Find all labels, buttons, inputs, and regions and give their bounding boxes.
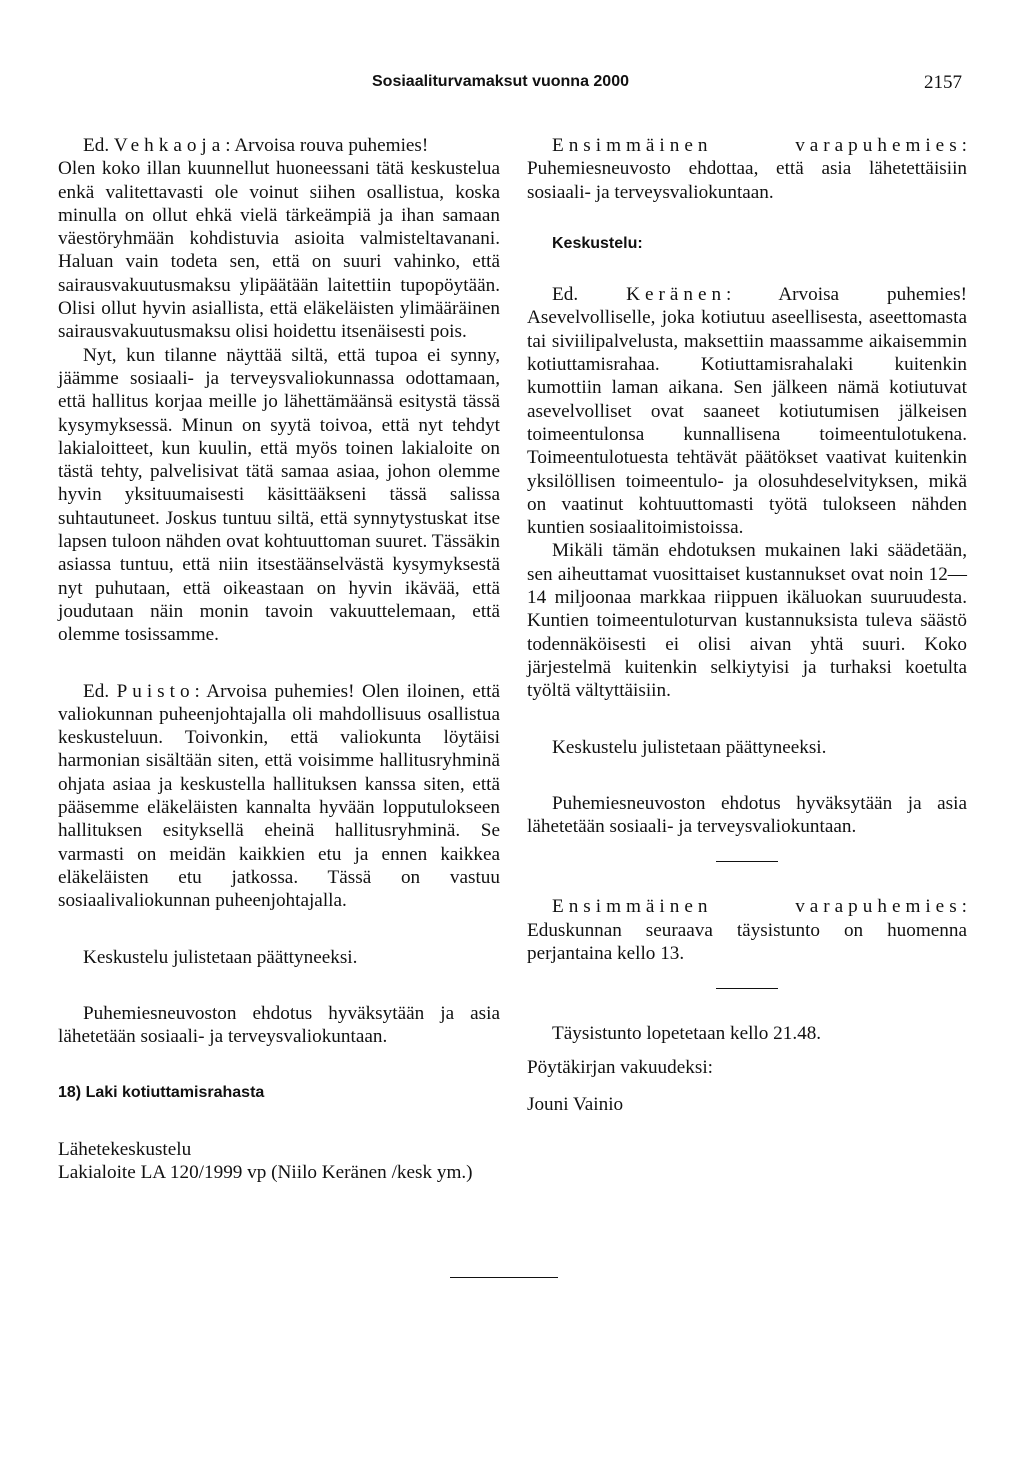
discussion-closed: Keskustelu julistetaan päättyneeksi. — [83, 946, 358, 968]
speaker-colon: : — [961, 896, 967, 918]
speech-text: : Arvoisa puhemies! Asevelvolliselle, joka kotiutuu aseellisesta, aseettomasta tai siviilipalvelusta, maksettiin maassamme aikaisemmin kotiuttamisrahaa. Kotiuttamisrahalaki kuitenkin kumottiin laman aikana. Sen jälkeen nämä kotiutuvat asevelvolliset ovat saaneet kotiutumisen jälkeisen toimeentulonsa kunnallisena toimeentulotukena. Toimeentulotuesta tehtävät päätökset vaativat kuitenkin yksilöllisen toimeentulo- ja olosuhdeselvityksen, mikä on vaatinut kohtuuttomasti työtä tulokseen nähden kuntien sosiaalitoimistoissa. — [527, 284, 967, 539]
speech-keranen-intro — [527, 283, 967, 539]
speaker-prefix: Ed. — [83, 680, 117, 702]
right-column — [527, 134, 967, 1116]
speaker-name-first-deputy: Ensimmäinen varapuhemies — [552, 896, 962, 918]
proposal-accepted: Puhemiesneuvoston ehdotus hyväksytään ja asia lähetetään sosiaali- ja terveysvaliokuntaan. — [58, 1002, 500, 1048]
item-type: Lähetekeskustelu — [58, 1138, 192, 1160]
speech-first-deputy-2 — [527, 895, 967, 965]
left-column — [58, 134, 500, 1184]
page-end-rule — [450, 1277, 558, 1278]
item-motion: Lakialoite LA 120/1999 vp (Niilo Keränen /kesk ym.) — [58, 1161, 473, 1183]
item-heading: 18) Laki kotiuttamisrahasta — [58, 1084, 265, 1102]
proposal-accepted: Puhemiesneuvoston ehdotus hyväksytään ja asia lähetetään sosiaali- ja terveysvaliokuntaan. — [527, 792, 967, 838]
speech-keranen-paragraph-2: Mikäli tämän ehdotuksen mukainen laki säädetään, sen aiheuttamat vuosittaiset kustannukset ovat noin 12—14 miljoonaa markkaa riippuen ikäluokan suuruudesta. Kuntien toimeentuloturvan kustannuksista tuleva säästö todennäköisesti ei olisi aivan yhtä suuri. Koko järjestelmä kuitenkin selkiytyisi ja turhaksi koetulta työltä vältyttäisiin. — [527, 540, 967, 702]
speaker-prefix: Ed. — [552, 284, 627, 306]
speaker-prefix: Ed. — [83, 135, 114, 156]
attestation: Pöytäkirjan vakuudeksi: — [527, 1056, 713, 1078]
speech-text: Puhemiesneuvosto ehdottaa, että asia lähetettäisiin sosiaali- ja terveysvaliokuntaan. — [527, 158, 967, 203]
speaker-colon: : — [961, 135, 967, 156]
speech-opening: : Arvoisa rouva puhemies! — [225, 135, 429, 156]
speech-text: Eduskunnan seuraava täysistunto on huomenna perjantaina kello 13. — [527, 919, 967, 965]
speech-vehkaoja-intro — [58, 134, 500, 157]
speech-puisto — [58, 680, 500, 913]
speaker-name-puisto: Puisto — [116, 680, 195, 702]
speech-first-deputy-1 — [527, 134, 967, 204]
speech-text: : Arvoisa puhemies! Olen iloinen, että valiokunnan puheenjohtajalla oli mahdollisuus osallistua keskusteluun. Toivonkin, että valiokunta löytäisi harmonian sisältään siten, että voisimme hallitusryhminä ohjata asiaa ja keskustella hallituksen kanssa siten, että pääsemme eläkeläisten kannalta hyvään lopputulokseen hallituksen esityksellä eheinä hallitusryhminä. Se varmasti on meidän kaikkien etu ja ennen kaikkea eläkeläisten etu jatkossa. Tässä on vastuu sosiaalivaliokunnan puheenjohtajalla. — [58, 680, 500, 912]
speech-vehkaoja-paragraph-1: Olen koko illan kuunnellut huoneessani tätä keskustelua enkä valitettavasti ole voinut siihen osallistua, koska minulla on ollut ehkä vielä tärkeämpiä ja ihan samaan väestöryhmään kohdistuvia asioita valmisteltavanani. Haluan vain todeta sen, että on suuri vahinko, että sairausvakuutusmaksu ylipäätään laitettiin tupopöytään. Olisi ollut hyvin asiallista, että eläkeläisten ylimääräinen sairausvakuutusmaksu olisi hoidettu itsenäisesti pois. — [58, 158, 500, 343]
speaker-name-keranen: Keränen — [626, 284, 727, 306]
discussion-heading: Keskustelu: — [552, 234, 643, 252]
discussion-closed: Keskustelu julistetaan päättyneeksi. — [552, 736, 827, 758]
speaker-name-first-deputy: Ensimmäinen varapuhemies — [552, 135, 962, 156]
speech-vehkaoja-paragraph-2: Nyt, kun tilanne näyttää siltä, että tupoa ei synny, jäämme sosiaali- ja terveysvaliokunnassa odottamaan, että hallitus korjaa meille jo lähettämäänsä esitystä tässä kysymyksessä. Minun on syytä toivoa, että nyt tehdyt lakialoitteet, kun kuulin, että myös toinen lakialoite on tästä tehty, palvelisivat tätä samaa asiaa, johon olemme hyvin yksituumaisesti käsittääkseni tässä salissa suhtautuneet. Joskus tuntuu siltä, että synnytystuskat itse lapsen tuloon nähden ovat kohtuuttoman suuret. Tässäkin asiassa tuntuu, että niin itsestäänselvästä kysymyksestä nyt puhutaan, että oikeastaan on hyvin ikävää, että joudutaan näin monin tavoin vakuuttelemaan, että olemme tosissamme. — [58, 344, 500, 646]
session-end: Täysistunto lopetetaan kello 21.48. — [552, 1023, 822, 1045]
page-number: 2157 — [924, 72, 962, 93]
speaker-name-vehkaoja: Vehkaoja — [113, 135, 226, 156]
running-title: Sosiaaliturvamaksut vuonna 2000 — [372, 73, 629, 90]
signer-name: Jouni Vainio — [527, 1093, 624, 1115]
